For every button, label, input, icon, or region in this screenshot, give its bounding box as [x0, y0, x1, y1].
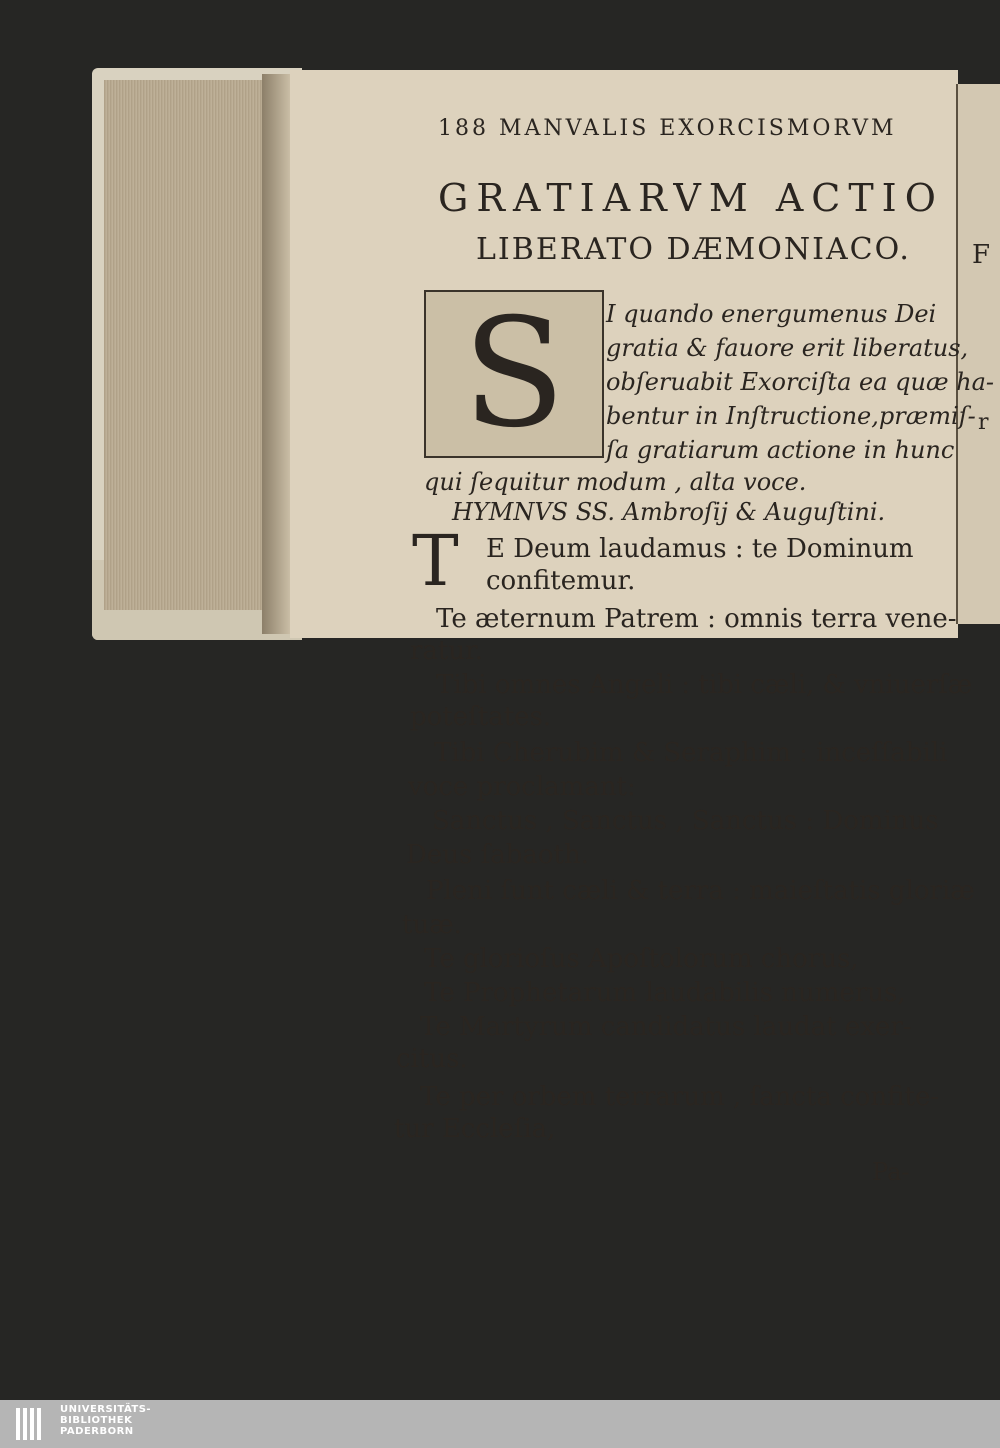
hymn-line: ratur. [410, 636, 483, 666]
library-logo-icon [14, 1404, 50, 1444]
hymn-line: citus. [396, 1044, 468, 1074]
hymn-line: tur Eccleſia, [394, 1114, 556, 1144]
library-name-line: PADERBORN [60, 1426, 134, 1437]
library-name-line: BIBLIOTHEK [60, 1415, 133, 1426]
hymn-initial: T [412, 520, 459, 602]
hymn-line: Te Prophetarum laudabilis numerus, [424, 978, 906, 1008]
intro-line: I quando energumenus Dei [606, 300, 937, 328]
intro-line: obſeruabit Exorciſta ea quæ ha- [606, 368, 995, 396]
hymn-line: poteſtates. [410, 702, 552, 732]
hymn-line: E Deum laudamus : te Dominum [486, 534, 914, 564]
intro-line: bentur in Inſtructione,præmiſ- [606, 402, 976, 430]
initial-letter: S [462, 287, 566, 461]
page-title: GRATIARVM ACTIO [438, 176, 944, 220]
page-subtitle: LIBERATO DÆMONIACO. [476, 232, 911, 267]
hymn-line: tuæ. [402, 910, 462, 940]
hymn-heading: HYMNVS SS. Ambroſij & Auguſtini. [452, 498, 886, 526]
hymn-line: Te æternum Patrem : omnis terra vene- [436, 604, 957, 634]
catchword: Pa- [872, 1158, 910, 1186]
right-page-fragment: F [972, 240, 991, 270]
intro-line: gratia & fauore erit liberatus, [606, 334, 969, 362]
hymn-line: Deus ſabaoth. [406, 840, 589, 870]
library-name [60, 1404, 151, 1437]
right-page-fragment: r [978, 410, 989, 435]
hymn-line: Te glorioſus Apoſtolorum chorus, [424, 944, 859, 974]
intro-line: ſa gratiarum actione in hunc [606, 436, 955, 464]
library-name-line: UNIVERSITÄTS- [60, 1404, 152, 1415]
hymn-line: confitemur. [486, 566, 636, 596]
hymn-line: Tibi Cherubim & Seraphim : inceſſabili [434, 738, 948, 768]
intro-line: qui ſequitur modum , alta voce. [424, 468, 807, 496]
hymn-line: Pleni ſunt cæli & terra : maieſtatis gloriæ [426, 876, 975, 906]
hymn-line: Tibi omnes Angeli : tibi cæli, & vniuerſæ [436, 670, 973, 700]
hymn-line: voce proclamant: [408, 772, 636, 802]
running-header: 188 MANVALIS EXORCISMORVM [438, 116, 897, 141]
hymn-line: Te per orbem terrarum , ſancta confite- [420, 1082, 940, 1112]
hymn-line: Sanctus , Sanctus , Sanctus : Dominus [432, 806, 939, 836]
hymn-line: Te Martyrum candidatus laudat exer- [420, 1012, 912, 1042]
decorated-initial [424, 287, 604, 461]
